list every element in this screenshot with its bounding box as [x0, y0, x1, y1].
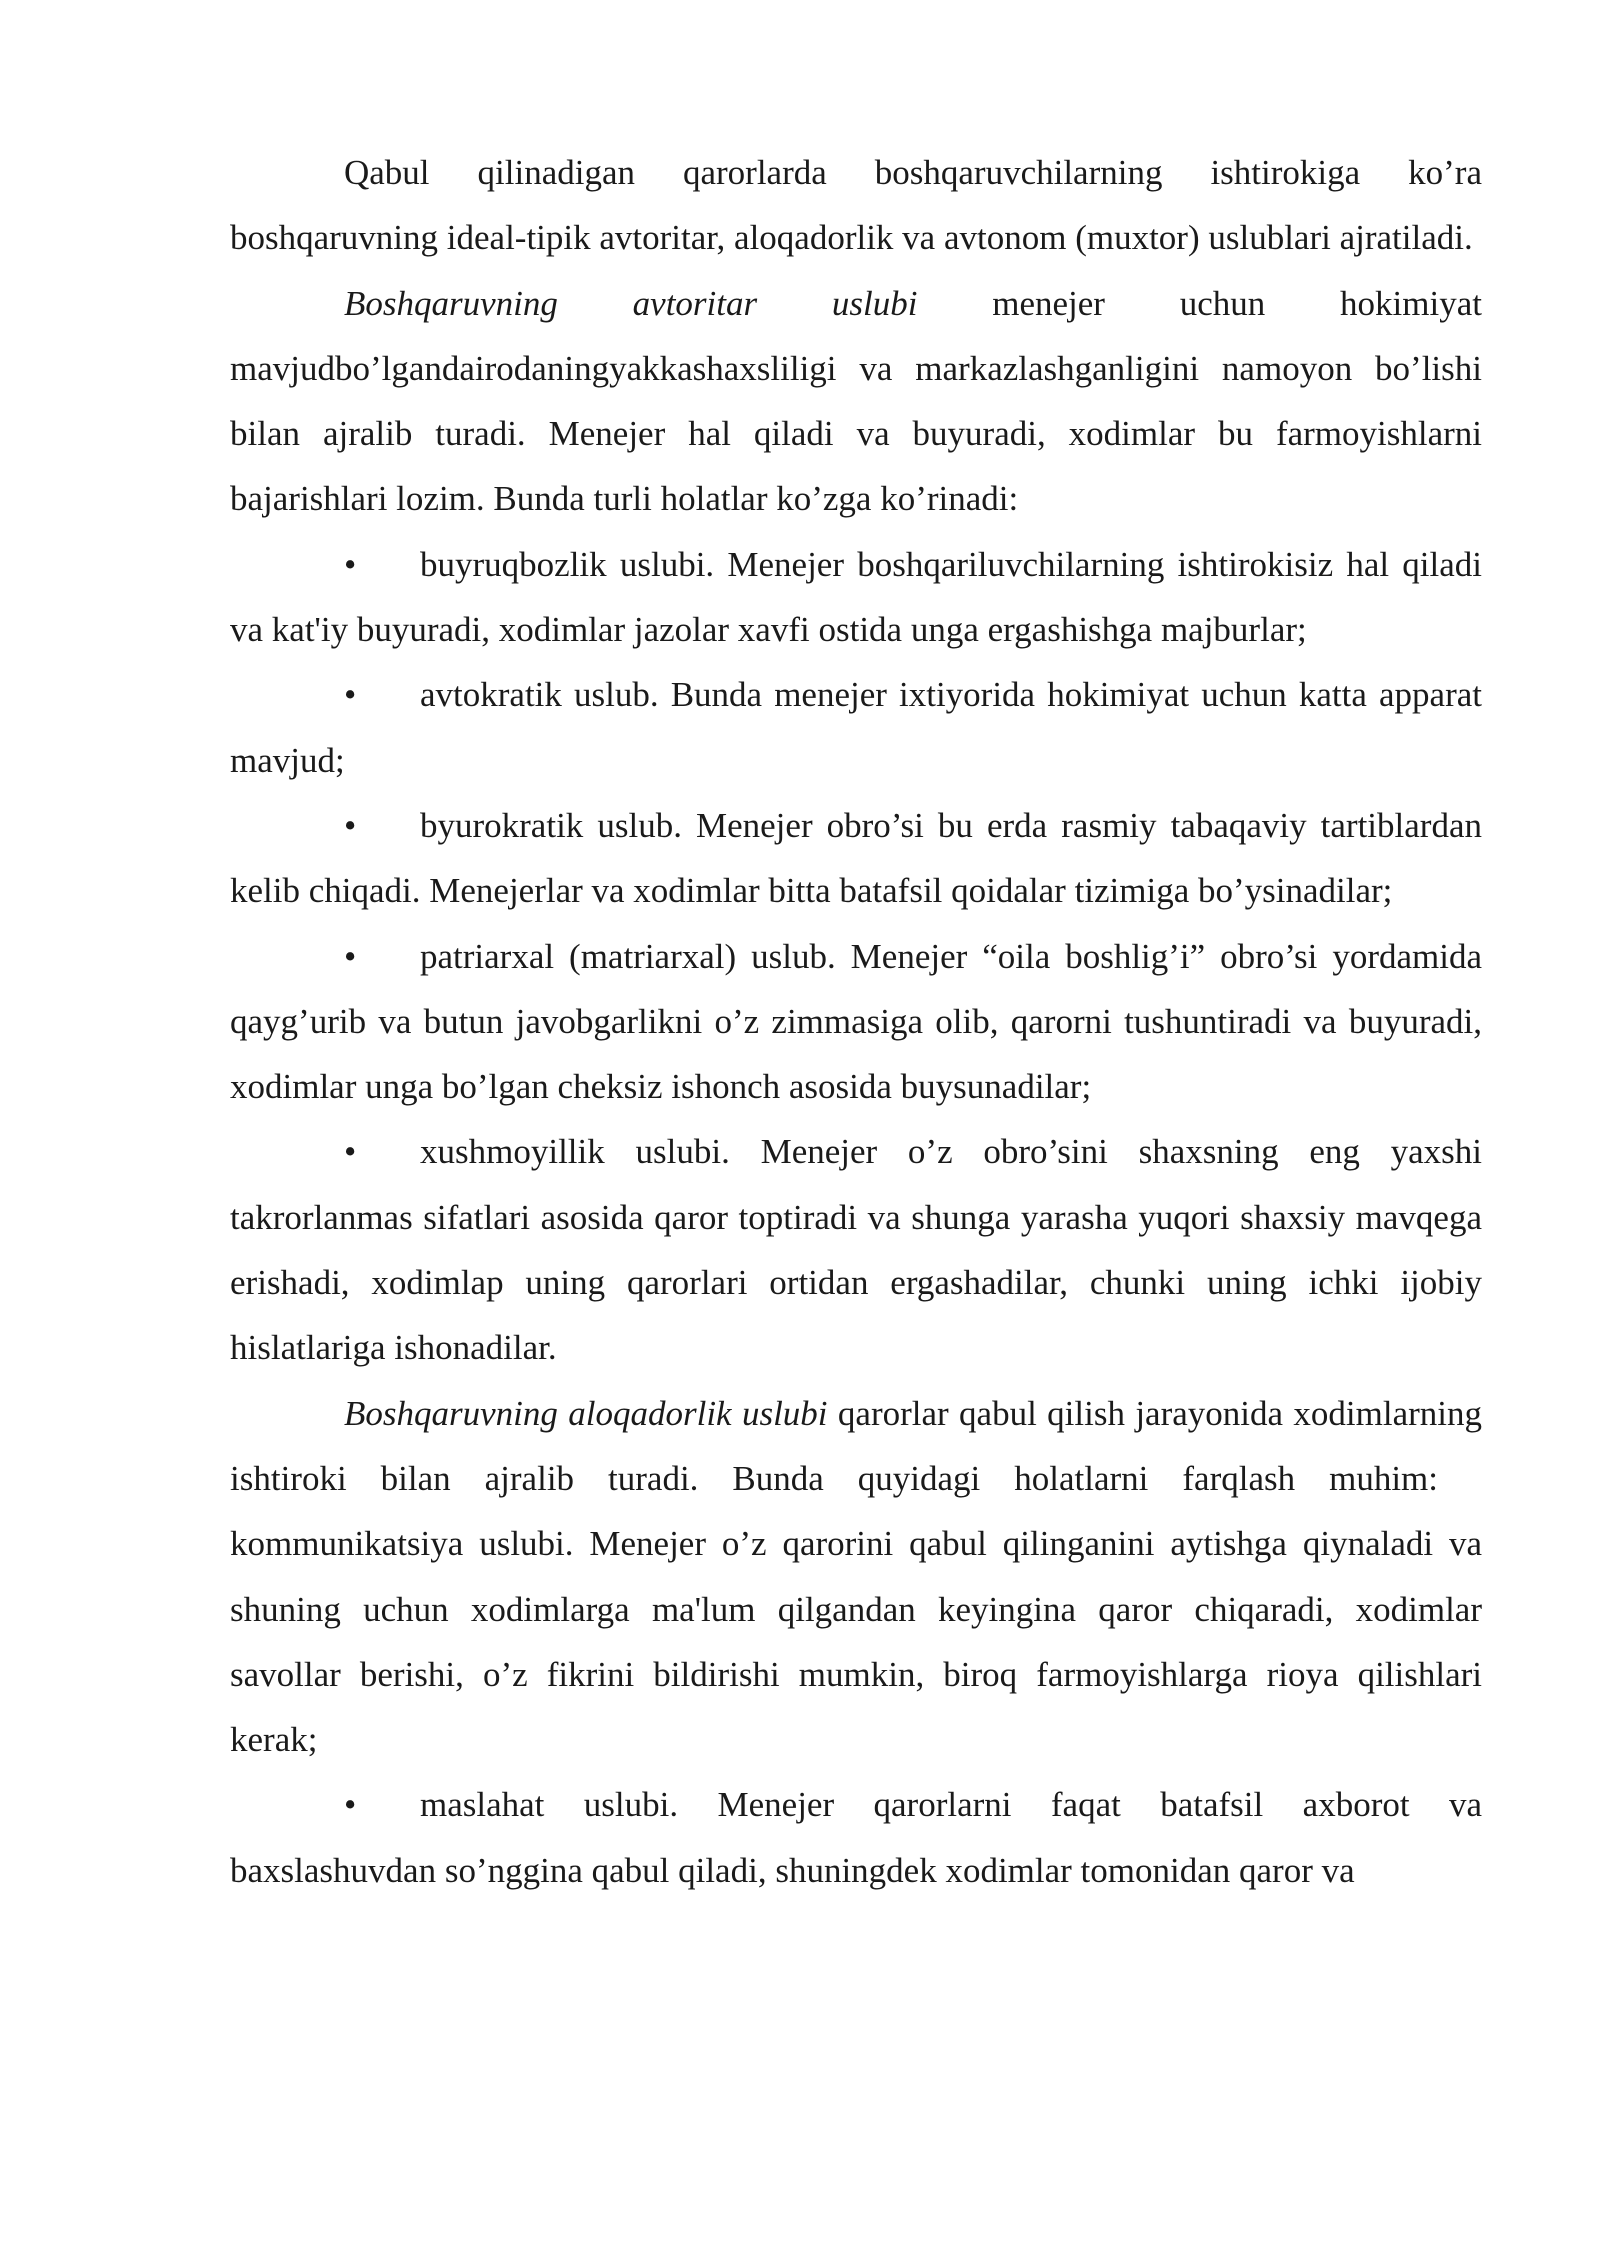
paragraph-text: qarorlar qabul qilish jarayonida xodimlarning ishtiroki bilan ajralib turadi. Bunda quyidagi holatlarni farqlash muhim: [230, 1393, 1483, 1498]
bullet-text: maslahat uslubi. Menejer qarorlarni faqat batafsil axborot va baxslashuvdan so’nggina qabul qiladi, shuningdek xodimlar tomonidan qaror va [230, 1785, 1482, 1890]
paragraph-authoritarian-style [230, 271, 1482, 532]
paragraph-cooperative-style [230, 1381, 1482, 1773]
paragraph-text: menejer uchun hokimiyat mavjudbo’lgandairodaningyakkashaxsliligi va markazlashganligini namoyon bo’lishi bilan ajralib turadi. Menejer hal qiladi va buyuradi, xodimlar bu farmoyishlarni bajarishlari lozim. Bunda turli holatlar ko’zga ko’rinadi: [230, 283, 1482, 519]
bullet-text: patriarxal (matriarxal) uslub. Menejer “oila boshlig’i” obro’si yordamida qayg’urib va butun javobgarlikni o’z zimmasiga olib, qarorni tushuntiradi va buyuradi, xodimlar unga bo’lgan cheksiz ishonch asosida buysunadilar; [230, 936, 1482, 1107]
document-page [230, 140, 1482, 1903]
bullet-icon: • [344, 675, 357, 715]
paragraph-text-continued: kommunikatsiya uslubi. Menejer o’z qarorini qabul qilinganini aytishga qiynaladi va shuning uchun xodimlarga ma'lum qilgandan keyingina qaror chiqaradi, xodimlar savollar berishi, o’z fikrini bildirishi mumkin, biroq farmoyishlarga rioya qilishlari kerak; [230, 1524, 1482, 1760]
paragraph-text: Qabul qilinadigan qarorlarda boshqaruvchilarning ishtirokiga ko’ra boshqaruvning ideal-tipik avtoritar, aloqadorlik va avtonom (muxtor) uslublari ajratiladi. [230, 153, 1482, 258]
bullet-icon: • [344, 936, 357, 976]
bullet-item-patriarchal-style [230, 924, 1482, 1120]
bullet-item-charismatic-style [230, 1119, 1482, 1380]
bullet-icon: • [344, 1785, 357, 1825]
bullet-icon: • [344, 805, 357, 845]
bullet-icon: • [344, 1132, 357, 1172]
bullet-item-consultative-style [230, 1772, 1482, 1903]
bullet-item-bureaucratic-style [230, 793, 1482, 924]
paragraph-intro [230, 140, 1482, 271]
italic-term: Boshqaruvning avtoritar uslubi [344, 283, 918, 323]
bullet-text: avtokratik uslub. Bunda menejer ixtiyorida hokimiyat uchun katta apparat mavjud; [230, 675, 1482, 780]
italic-term: Boshqaruvning aloqadorlik uslubi [344, 1393, 828, 1433]
bullet-item-command-style [230, 532, 1482, 663]
bullet-text: buyruqbozlik uslubi. Menejer boshqariluvchilarning ishtirokisiz hal qiladi va kat'iy buyuradi, xodimlar jazolar xavfi ostida unga ergashishga majburlar; [230, 544, 1482, 650]
bullet-icon: • [344, 544, 357, 584]
bullet-text: xushmoyillik uslubi. Menejer o’z obro’sini shaxsning eng yaxshi takrorlanmas sifatlari asosida qaror toptiradi va shunga yarasha yuqori shaxsiy mavqega erishadi, xodimlap uning qarorlari ortidan ergashadilar, chunki uning ichki ijobiy hislatlariga ishonadilar. [230, 1132, 1482, 1368]
bullet-item-autocratic-style [230, 662, 1482, 793]
bullet-text: byurokratik uslub. Menejer obro’si bu erda rasmiy tabaqaviy tartiblardan kelib chiqadi. Menejerlar va xodimlar bitta batafsil qoidalar tizimiga bo’ysinadilar; [230, 805, 1482, 911]
